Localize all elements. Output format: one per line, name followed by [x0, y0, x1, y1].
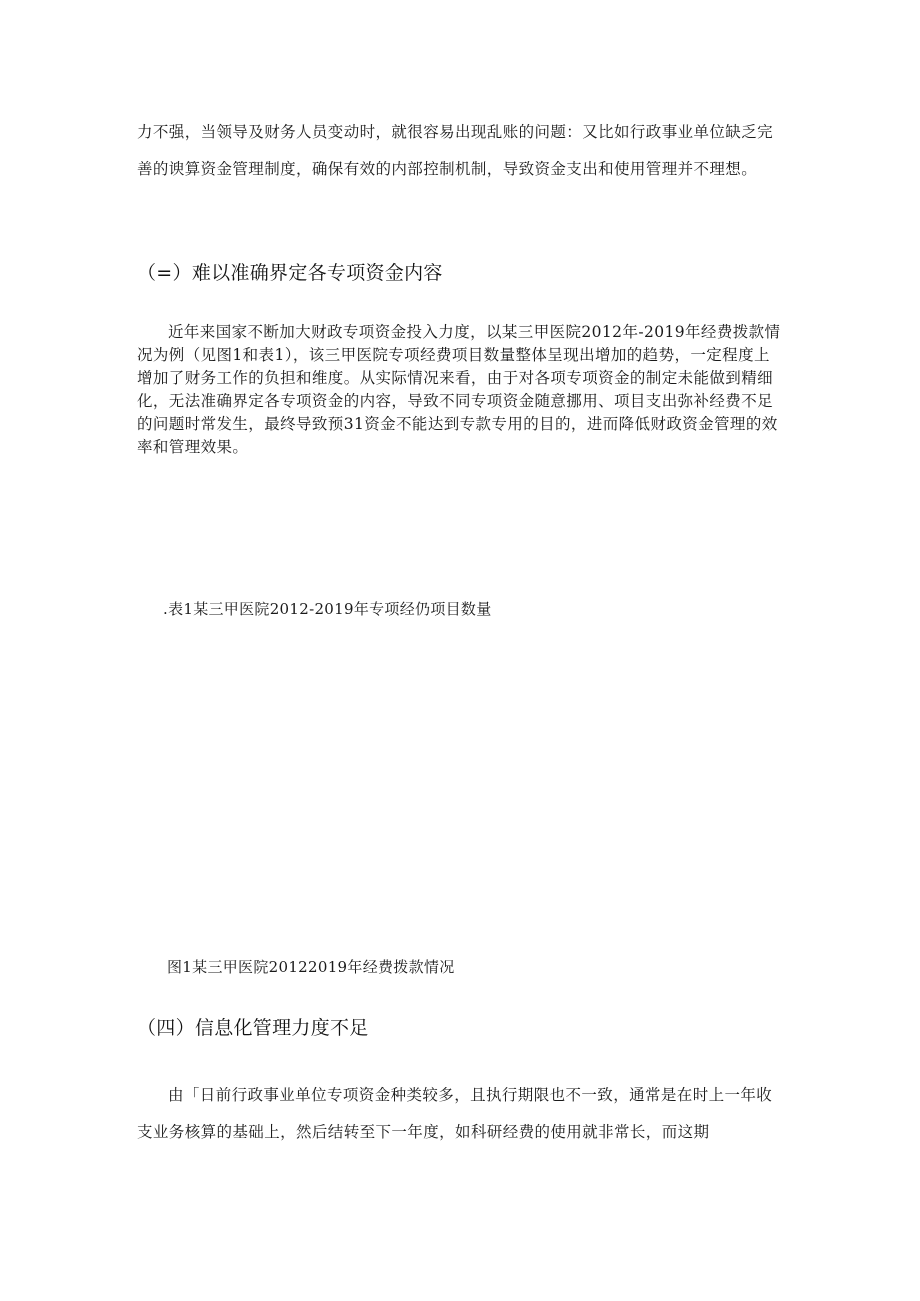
- table-caption: .表1某三甲医院2012-2019年专项经仍项目数量: [163, 600, 492, 618]
- body-paragraph-continued: 力不强，当领导及财务人员变动时，就很容易出现乱账的问题：又比如行政事业单位缺乏完善的谀算资金管理制度，确保有效的内部控制机制，导致资金支出和使用管理并不理想。: [137, 123, 774, 178]
- body-paragraph-special-funds: 近年来国家不断加大财政专项资金投入力度，以某三甲医院2012年-2019年经费拨款情况为例（见图1和表1），该三甲医院专项经费项目数量整体呈现出增加的趋势，一定程度上增加了财务工作的负担和维度。从实际情况来看，由于对各项专项资金的制定未能做到精细化，无法准确界定各专项资金的内容，导致不同专项资金随意挪用、项目支出弥补经费不足的问题时常发生，最终导致预31资金不能达到专款专用的目的，进而降低财政资金管理的效率和管理效果。: [137, 323, 781, 456]
- section-heading-4: （四）信息化管理力度不足: [137, 1017, 369, 1039]
- body-paragraph-informatization: 由「日前行政事业单位专项资金种类较多，且执行期限也不一致，通常是在时上一年收支业务核算的基础上，然后结转至下一年度，如科研经费的使用就非常长，而这期: [137, 1086, 773, 1141]
- section-heading-3: （=）难以准确界定各专项资金内容: [137, 262, 443, 284]
- figure-caption: 图1某三甲医院20122019年经费拨款情况: [167, 958, 455, 976]
